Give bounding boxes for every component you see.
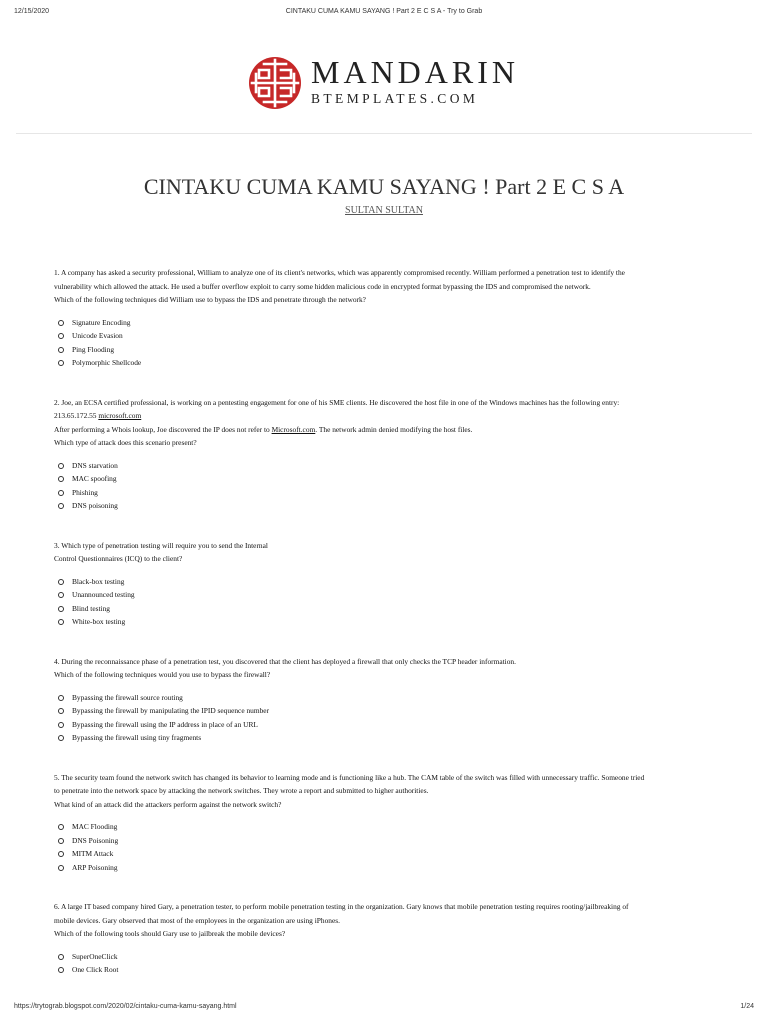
option-label: Phishing (72, 487, 98, 497)
option-label: Polymorphic Shellcode (72, 358, 142, 367)
option-item (54, 602, 724, 616)
option-item (54, 950, 724, 964)
question-text: vulnerability which allowed the attack. He used a buffer overflow exploit to carry some hidden malicious code in encrypted format bypassing the IDS and compromised the network. (54, 281, 591, 291)
option-label: Signature Encoding (72, 317, 131, 327)
option-label: DNS Poisoning (72, 835, 119, 845)
question-text: 2. Joe, an ECSA certified professional, is working on a pentesting engagement for one of his SME clients. He discovered the host file in one of the Windows machines has the following entry: (54, 397, 620, 407)
option-item (54, 486, 724, 500)
question-text: Which type of attack does this scenario present? (54, 438, 197, 447)
option-label: Bypassing the firewall by manipulating the IPID sequence number (72, 706, 270, 715)
circle-bullet-icon (58, 619, 64, 625)
option-label: One Click Root (72, 965, 119, 974)
option-label: Bypassing the firewall using the IP address in place of an URL (72, 719, 258, 729)
option-item (54, 731, 724, 745)
option-item (54, 499, 724, 513)
option-item (54, 459, 724, 473)
option-item (54, 575, 724, 589)
circle-bullet-icon (58, 708, 64, 714)
question-text: Which of the following tools should Gary use to jailbreak the mobile devices? (54, 929, 286, 938)
question-text: Which of the following techniques did William use to bypass the IDS and penetrate through the network? (54, 295, 366, 304)
option-item (54, 718, 724, 732)
option-item (54, 847, 724, 861)
option-item (54, 834, 724, 848)
circle-bullet-icon (58, 490, 64, 496)
circle-bullet-icon (58, 333, 64, 339)
microsoft-link[interactable]: microsoft.com (98, 411, 142, 420)
option-list (54, 950, 724, 977)
question-4 (54, 655, 724, 745)
option-item (54, 691, 724, 705)
option-list (54, 316, 724, 370)
option-label: SuperOneClick (72, 951, 118, 961)
option-list (54, 459, 724, 513)
circle-bullet-icon (58, 347, 64, 353)
print-url: https://trytograb.blogspot.com/2020/02/cintaku-cuma-kamu-sayang.html (14, 1003, 237, 1010)
print-footer (0, 1003, 768, 1017)
option-item (54, 704, 724, 718)
post-author (0, 205, 768, 216)
option-item (54, 820, 724, 834)
question-text: 3. Which type of penetration testing will require you to send the Internal (54, 540, 268, 550)
question-text: What kind of an attack did the attackers perform against the network switch? (54, 799, 282, 809)
circle-bullet-icon (58, 476, 64, 482)
question-text: to penetrate into the network space by attacking the network switches. They wrote a report and submitted to higher authorities. (54, 786, 429, 795)
option-item (54, 588, 724, 602)
option-label: Bypassing the firewall using tiny fragments (72, 733, 202, 742)
logo-subtitle: BTEMPLATES.COM (311, 91, 479, 106)
mandarin-seal-icon (248, 56, 302, 110)
post-title: CINTAKU CUMA KAMU SAYANG ! Part 2 E C S A (143, 174, 625, 199)
option-label: DNS starvation (72, 460, 118, 470)
option-item (54, 963, 724, 977)
option-item (54, 861, 724, 875)
option-label: White-box testing (72, 617, 126, 626)
option-item (54, 615, 724, 629)
circle-bullet-icon (58, 967, 64, 973)
question-2 (54, 396, 724, 513)
question-text: Control Questionnaires (ICQ) to the client? (54, 554, 183, 563)
option-list (54, 691, 724, 745)
option-item (54, 356, 724, 370)
circle-bullet-icon (58, 463, 64, 469)
circle-bullet-icon (58, 851, 64, 857)
option-label: Ping Flooding (72, 344, 115, 354)
question-5 (54, 771, 724, 875)
print-page-number: 1/24 (740, 1003, 754, 1010)
circle-bullet-icon (58, 838, 64, 844)
print-header (0, 8, 768, 22)
question-text: mobile devices. Gary observed that most of the employees in the organization are using iPhones. (54, 915, 340, 925)
circle-bullet-icon (58, 695, 64, 701)
question-text: Which of the following techniques would you use to bypass the firewall? (54, 670, 271, 679)
question-text: 213.65.172.55 microsoft.com (54, 411, 142, 420)
option-item (54, 472, 724, 486)
question-text: 1. A company has asked a security professional, William to analyze one of its client's networks, which was apparently compromised recently. William performed a penetration test to identify the (54, 268, 625, 277)
author-link[interactable]: SULTAN SULTAN (345, 205, 423, 216)
site-logo[interactable] (248, 54, 548, 116)
option-item (54, 343, 724, 357)
header-divider (16, 133, 752, 134)
option-label: Unicode Evasion (72, 331, 123, 340)
question-text: 5. The security team found the network switch has changed its behavior to learning mode and is functioning like a hub. The CAM table of the switch was filled with unnecessary traffic. Someone tried (54, 772, 645, 782)
option-list (54, 820, 724, 874)
question-3 (54, 539, 724, 629)
circle-bullet-icon (58, 606, 64, 612)
option-label: MAC Flooding (72, 822, 118, 831)
option-label: Blind testing (72, 603, 110, 613)
option-label: Black-box testing (72, 576, 125, 586)
print-title: CINTAKU CUMA KAMU SAYANG ! Part 2 E C S A - Try to Grab (285, 8, 483, 15)
print-date: 12/15/2020 (14, 8, 50, 15)
circle-bullet-icon (58, 865, 64, 871)
option-item (54, 316, 724, 330)
option-label: MITM Attack (72, 849, 114, 858)
option-item (54, 329, 724, 343)
option-list (54, 575, 724, 629)
question-6 (54, 900, 724, 977)
question-1 (54, 266, 724, 370)
circle-bullet-icon (58, 735, 64, 741)
circle-bullet-icon (58, 579, 64, 585)
circle-bullet-icon (58, 824, 64, 830)
option-label: Bypassing the firewall source routing (72, 692, 183, 702)
circle-bullet-icon (58, 722, 64, 728)
question-text: 6. A large IT based company hired Gary, a penetration tester, to perform mobile penetration testing in the organization. Gary knows that mobile penetration testing requires rooting/jailbreaking of (54, 902, 629, 911)
logo-name: MANDARIN (311, 54, 519, 90)
circle-bullet-icon (58, 503, 64, 509)
post-body (54, 266, 724, 977)
circle-bullet-icon (58, 360, 64, 366)
option-label: ARP Poisoning (72, 862, 118, 872)
option-label: MAC spoofing (72, 474, 117, 483)
circle-bullet-icon (58, 592, 64, 598)
question-text: After performing a Whois lookup, Joe discovered the IP does not refer to Microsoft.com. The network admin denied modifying the host files. (54, 424, 473, 434)
circle-bullet-icon (58, 954, 64, 960)
microsoft-com-link[interactable]: Microsoft.com (271, 424, 316, 434)
option-label: Unannounced testing (72, 590, 135, 599)
question-text: 4. During the reconnaissance phase of a penetration test, you discovered that the client has deployed a firewall that only checks the TCP header information. (54, 656, 516, 666)
circle-bullet-icon (58, 320, 64, 326)
option-label: DNS poisoning (72, 501, 118, 510)
